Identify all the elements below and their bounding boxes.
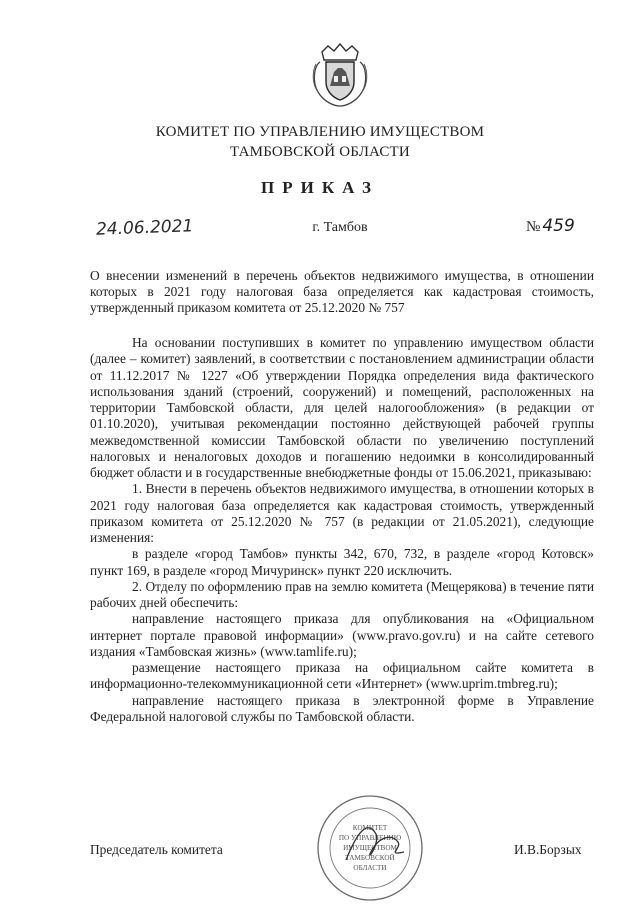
number-sign: №	[526, 219, 541, 235]
organization-name-line-2: ТАМБОВСКОЙ ОБЛАСТИ	[230, 144, 410, 160]
body-paragraph-item-1: 1. Внести в перечень объектов недвижимого имущества, в отношении которых в 2021 году налоговая база определяется как кадастровая стоимость, утвержденный приказом комитета от 25.12.2020 № 757 (в редакции от 21.05.2021), следующие изменения:	[90, 481, 594, 545]
organization-name-line-1: КОМИТЕТ ПО УПРАВЛЕНИЮ ИМУЩЕСТВОМ	[155, 124, 485, 140]
stamp-line-3: ИМУЩЕСТВОМ	[343, 844, 397, 852]
document-type-title: ПРИКАЗ	[261, 178, 379, 197]
stamp-line-1: КОМИТЕТ	[352, 824, 388, 832]
body-paragraph-site-posting: размещение настоящего приказа на официальном сайте комитета в информационно-телекоммуникационной сети «Интернет» (www.uprim.tmbreg.ru);	[90, 660, 594, 692]
signatory-name: И.В.Борзых	[514, 842, 582, 857]
document-date: 24.06.2021	[95, 216, 194, 240]
stamp-line-2: ПО УПРАВЛЕНИЮ	[338, 834, 402, 842]
stamp-line-4: ТАМБОВСКОЙ	[345, 854, 395, 862]
body-paragraph-publication: направление настоящего приказа для опубликования на «Официальном интернет портале правовой информации» (www.pravo.gov.ru) и на сайте сетевого издания «Тамбовская жизнь» (www.tamlife.ru);	[90, 611, 594, 659]
number-value: 459	[542, 216, 575, 236]
body-paragraph-item-2: 2. Отделу по оформлению прав на землю комитета (Мещерякова) в течение пяти рабочих дней обеспечить:	[90, 578, 594, 610]
body-paragraph-basis: На основании поступивших в комитет по управлению имуществом области (далее – комитет) заявлений, в соответствии с постановлением администрации области от 11.12.2017 № 1227 «Об утверждении Порядка определения вида фактического использования зданий (строений, сооружений) и помещений, расположенных на территории Тамбовской области, для целей налогообложения» (в редакции от 01.10.2020), учитывая рекомендации постоянно действующей рабочей группы межведомственной комиссии Тамбовской области по увеличению поступлений налоговых и неналоговых доходов и погашению недоимки в консолидированный бюджет области и в государственные внебюджетные фонды от 15.06.2021, приказываю:	[90, 335, 594, 480]
order-body	[90, 335, 594, 725]
document-number	[526, 216, 575, 236]
signatory-position: Председатель комитета	[90, 842, 223, 857]
coat-of-arms-emblem	[308, 42, 372, 108]
order-subject: О внесении изменений в перечень объектов недвижимого имущества, в отношении которых в 2021 году налоговая база определяется как кадастровая стоимость, утвержденный приказом комитета от 25.12.2020 № 757	[90, 268, 594, 315]
body-paragraph-exclusions: в разделе «город Тамбов» пункты 342, 670, 732, в разделе «город Котовск» пункт 169, в разделе «город Мичуринск» пункт 220 исключить.	[90, 546, 594, 578]
document-city: г. Тамбов	[312, 220, 368, 235]
body-paragraph-tax-service: направление настоящего приказа в электронной форме в Управление Федеральной налоговой службы по Тамбовской области.	[90, 692, 594, 724]
stamp-line-5: ОБЛАСТИ	[353, 864, 387, 872]
official-stamp	[306, 790, 438, 902]
